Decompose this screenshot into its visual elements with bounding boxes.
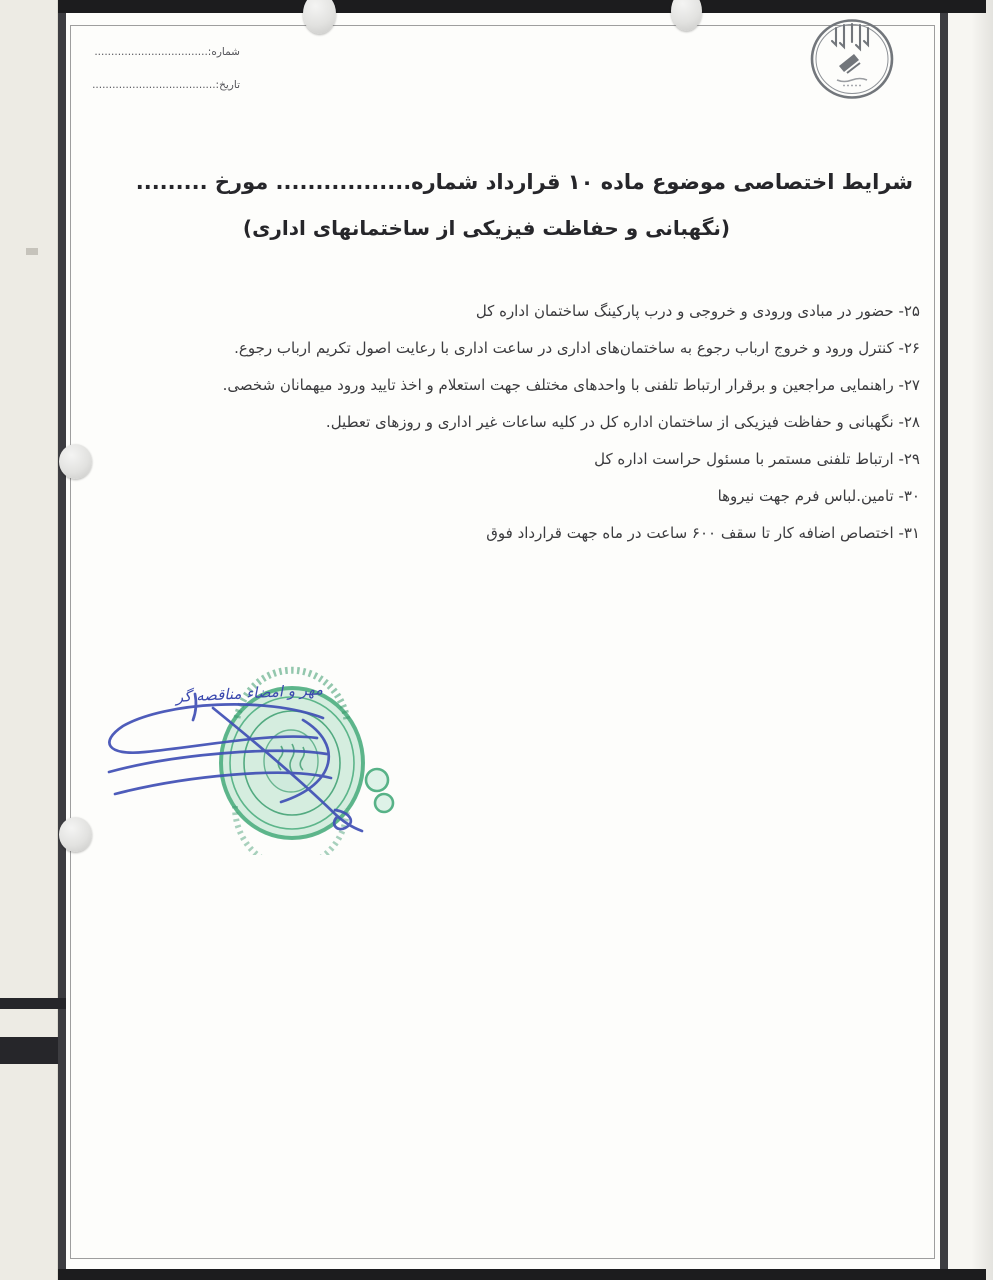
document-inner-rule	[70, 25, 935, 1259]
document-header-fields	[90, 44, 240, 110]
number-field-label: شماره:..................................	[94, 46, 240, 58]
contract-item-30: ۳۰- تامین.لباس فرم جهت نیروها	[717, 487, 920, 505]
contract-item-28: ۲۸- نگهبانی و حفاظت فیزیکی از ساختمان اداره کل در کلیه ساعات غیر اداری و روزهای تعطیل.	[325, 413, 920, 431]
document-border-frame	[58, 13, 948, 1269]
document-title-line1: شرایط اختصاصی موضوع ماده ۱۰ قرارداد شماره................. مورخ .........	[135, 170, 913, 194]
date-field-label: تاریخ:.....................................	[92, 79, 240, 91]
contract-item-27: ۲۷- راهنمایی مراجعین و برقرار ارتباط تلفنی با واحدهای مختلف جهت استعلام و اخذ تایید ورود میهمانان شخصی.	[222, 376, 920, 394]
bidder-stamp-and-signature	[85, 660, 425, 855]
page-left-margin	[0, 0, 58, 1280]
punch-hole	[59, 444, 92, 479]
scan-speck	[26, 248, 38, 255]
contract-item-26: ۲۶- کنترل ورود و خروج ارباب رجوع به ساختمان‌های اداری در ساعت اداری با رعایت اصول تکریم ارباب رجوع.	[234, 339, 920, 357]
scan-binder-mark	[0, 998, 66, 1009]
frame-top-bar	[58, 0, 986, 13]
scan-binder-mark	[0, 1037, 58, 1064]
document-title-line2: (نگهبانی و حفاظت فیزیکی از ساختمانهای اداری)	[242, 216, 730, 240]
stamp-caption: مهر و امضاء مناقصه گر	[175, 680, 324, 706]
contract-item-31: ۳۱- اختصاص اضافه کار تا سقف ۶۰۰ ساعت در ماه جهت قرارداد فوق	[486, 524, 920, 542]
org-logo-icon	[805, 14, 900, 106]
contract-item-25: ۲۵- حضور در مبادی ورودی و خروجی و درب پارکینگ ساختمان اداره کل	[475, 302, 920, 320]
contract-items-list	[130, 293, 920, 552]
contract-item-29: ۲۹- ارتباط تلفنی مستمر با مسئول حراست اداره کل	[594, 450, 920, 468]
page-right-shade	[971, 0, 993, 1280]
frame-bottom-bar	[58, 1269, 986, 1280]
